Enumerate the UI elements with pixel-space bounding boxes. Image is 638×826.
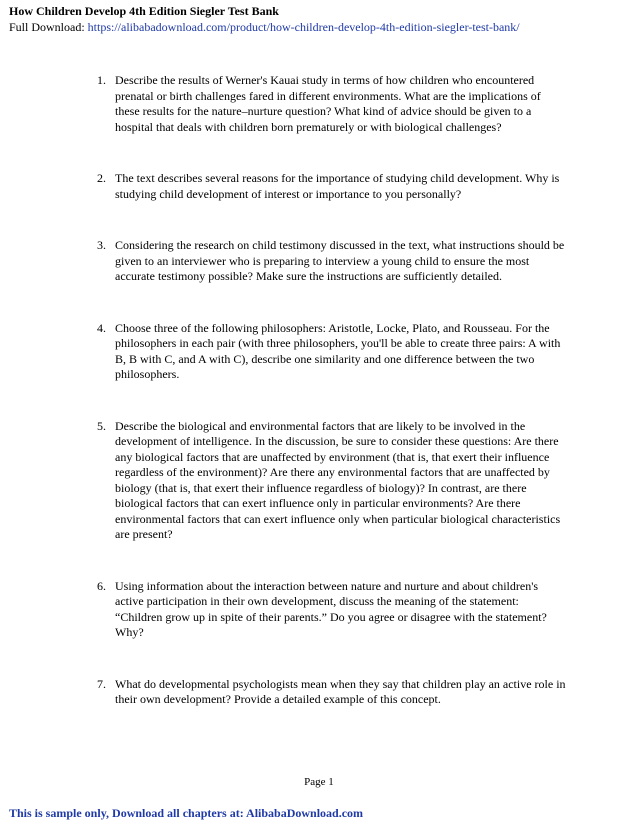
- question-text: Describe the biological and environmental factors that are likely to be involved in the development of intelligence. In the discussion, be sure to consider these questions: Are there any biological factors that are unaffected by environment (that is, that exert their influence regardless of the environment)? Are there any environmental factors that are unaffected by biology (that is, that exert their influence regardless of biology)? In contrast, are there biological factors that can exert influence only in particular environments? Are there environmental factors that can exert influence only when particular biological characteristics are present?: [115, 418, 561, 541]
- question-list: [97, 73, 567, 744]
- question-item: [97, 73, 567, 135]
- question-number: 6.: [97, 578, 106, 593]
- download-link[interactable]: https://alibabadownload.com/product/how-children-develop-4th-edition-siegler-test-bank/: [87, 20, 520, 34]
- question-text: The text describes several reasons for the importance of studying child development. Why is studying child development of interest or importance to you personally?: [115, 171, 560, 201]
- question-text: Using information about the interaction between nature and nurture and about children's active participation in their own development, discuss the meaning of the statement: “Children grow up in spite of their parents.” Do you agree or disagree with the statement? Why?: [115, 578, 547, 639]
- question-number: 3.: [97, 238, 106, 252]
- download-line: [9, 19, 629, 35]
- question-text: Considering the research on child testimony discussed in the text, what instructions should be given to an interviewer who is preparing to interview a young child to ensure the most accurate testimony possible? Make sure the instructions are sufficiently detailed.: [115, 238, 565, 283]
- question-item: [97, 171, 567, 202]
- question-item: [97, 238, 567, 285]
- question-item: [97, 579, 567, 641]
- question-text: Choose three of the following philosophers: Aristotle, Locke, Plato, and Rousseau. For the philosophers in each pair (with three philosophers, you'll be able to create three pairs: A with B, B with C, and A with C), describe one similarity and one difference between the two philosophers.: [115, 320, 561, 381]
- question-item: [97, 419, 567, 543]
- question-number: 7.: [97, 676, 106, 691]
- question-text: Describe the results of Werner's Kauai study in terms of how children who encountered prenatal or birth challenges fared in different environments. What are the implications of these results for the nature–nurture question? What kind of advice should be given to a hospital that deals with children born prematurely or with biological challenges?: [115, 73, 541, 134]
- question-text: What do developmental psychologists mean when they say that children play an active role in their own development? Provide a detailed example of this concept.: [115, 676, 566, 706]
- question-number: 2.: [97, 171, 106, 185]
- question-item: [97, 677, 567, 708]
- question-item: [97, 321, 567, 383]
- question-number: 5.: [97, 418, 106, 433]
- download-prefix: Full Download:: [9, 20, 88, 34]
- document-header: [9, 3, 629, 35]
- question-number: 1.: [97, 73, 106, 87]
- page-number: Page 1: [304, 776, 334, 788]
- footer-download-note: This is sample only, Download all chapters at: AlibabaDownload.com: [9, 806, 364, 820]
- document-title: How Children Develop 4th Edition Siegler Test Bank: [9, 4, 279, 18]
- question-number: 4.: [97, 320, 106, 335]
